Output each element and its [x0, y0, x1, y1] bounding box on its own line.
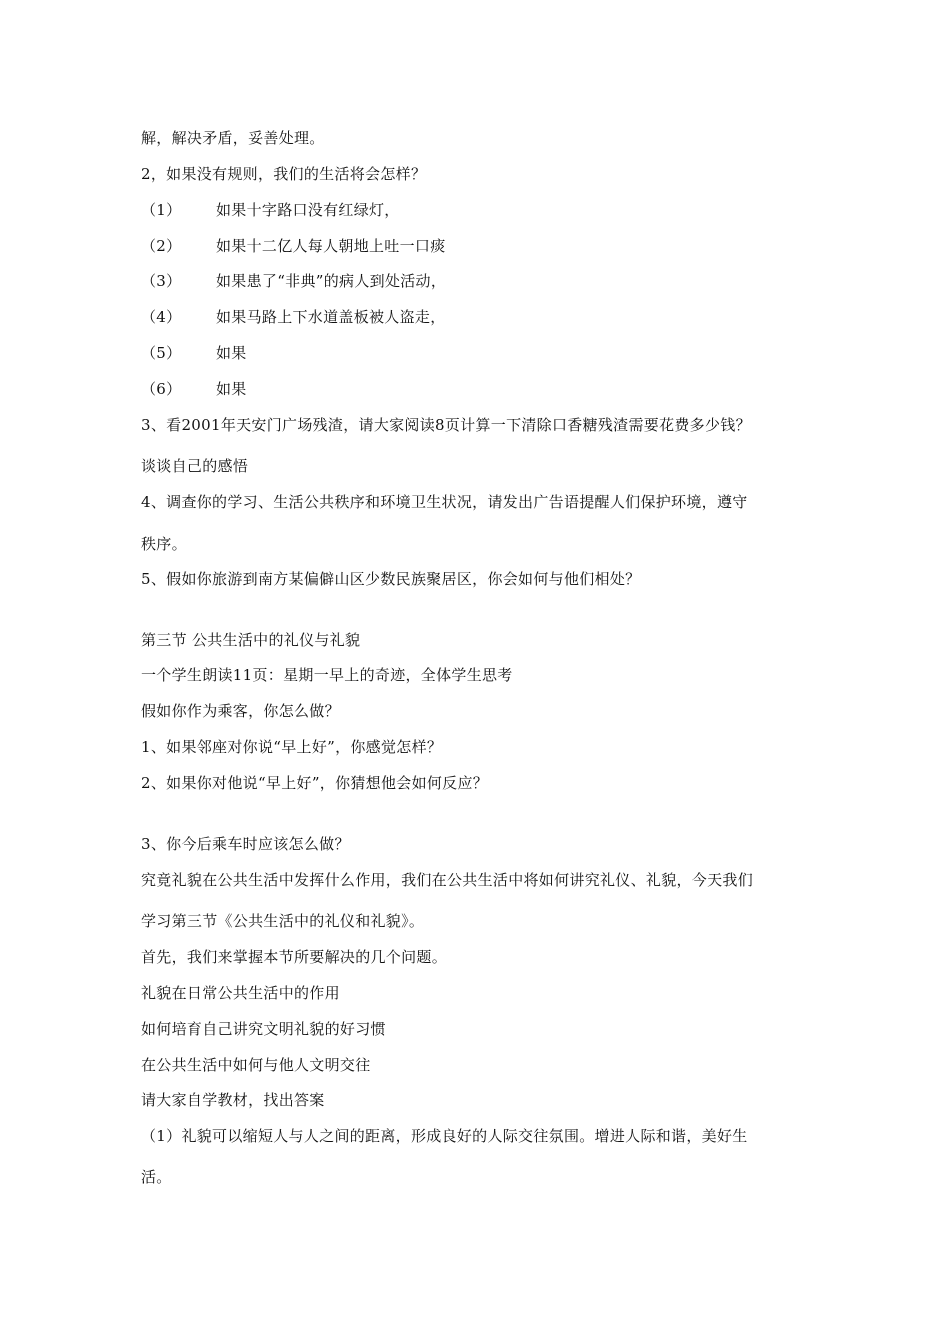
list-item-number: （2） — [141, 237, 182, 255]
paragraph-line: 一个学生朗读11页：星期一早上的奇迹，全体学生思考 — [141, 666, 513, 684]
list-item-number: （4） — [141, 308, 182, 326]
list-item-number: （3） — [141, 272, 182, 290]
paragraph-line: 假如你作为乘客，你怎么做？ — [141, 702, 340, 720]
list-item — [141, 236, 446, 256]
list-item — [141, 379, 247, 399]
question-line: 3、看2001年天安门广场残渣，请大家阅读8页计算一下清除口香糖残渣需要花费多少钱？ — [141, 416, 751, 434]
paragraph-line: 礼貌在日常公共生活中的作用 — [141, 984, 340, 1002]
question-line: 2、如果你对他说“早上好”，你猜想他会如何反应？ — [141, 774, 489, 792]
list-item-text: 如果 — [216, 344, 247, 362]
list-item-number: （5） — [141, 344, 182, 362]
paragraph-line: （1）礼貌可以缩短人与人之间的距离，形成良好的人际交往氛围。增进人际和谐，美好生 — [141, 1127, 748, 1145]
question-line: 3、你今后乘车时应该怎么做？ — [141, 835, 350, 853]
paragraph-line: 学习第三节《公共生活中的礼仪和礼貌》。 — [141, 912, 425, 930]
list-item-text: 如果马路上下水道盖板被人盗走， — [216, 308, 446, 326]
paragraph-line: 究竟礼貌在公共生活中发挥什么作用，我们在公共生活中将如何讲究礼仪、礼貌，今天我们 — [141, 871, 754, 889]
list-item-number: （6） — [141, 380, 182, 398]
question-line: 1、如果邻座对你说“早上好”，你感觉怎样？ — [141, 738, 443, 756]
list-item-text: 如果 — [216, 380, 247, 398]
paragraph-line: 请大家自学教材，找出答案 — [141, 1091, 325, 1109]
list-item-text: 如果患了“非典”的病人到处活动， — [216, 272, 447, 290]
question-line: 5、假如你旅游到南方某偏僻山区少数民族聚居区，你会如何与他们相处？ — [141, 570, 641, 588]
list-item — [141, 271, 446, 291]
list-item-text: 如果十字路口没有红绿灯， — [216, 201, 400, 219]
section-heading: 第三节 公共生活中的礼仪与礼貌 — [141, 631, 361, 649]
list-item — [141, 307, 446, 327]
paragraph-line: 秩序。 — [141, 535, 187, 553]
paragraph-line: 活。 — [141, 1168, 172, 1186]
paragraph-line: 如何培育自己讲究文明礼貌的好习惯 — [141, 1020, 386, 1038]
list-item — [141, 200, 400, 220]
list-item — [141, 343, 247, 363]
question-line: 2，如果没有规则，我们的生活将会怎样？ — [141, 165, 427, 183]
list-item-text: 如果十二亿人每人朝地上吐一口痰 — [216, 237, 446, 255]
paragraph-line: 首先，我们来掌握本节所要解决的几个问题。 — [141, 948, 448, 966]
paragraph-line: 谈谈自己的感悟 — [141, 457, 249, 475]
question-line: 4、调查你的学习、生活公共秩序和环境卫生状况，请发出广告语提醒人们保护环境，遵守 — [141, 493, 748, 511]
paragraph-line: 在公共生活中如何与他人文明交往 — [141, 1056, 371, 1074]
paragraph-line: 解，解决矛盾，妥善处理。 — [141, 129, 325, 147]
list-item-number: （1） — [141, 201, 182, 219]
